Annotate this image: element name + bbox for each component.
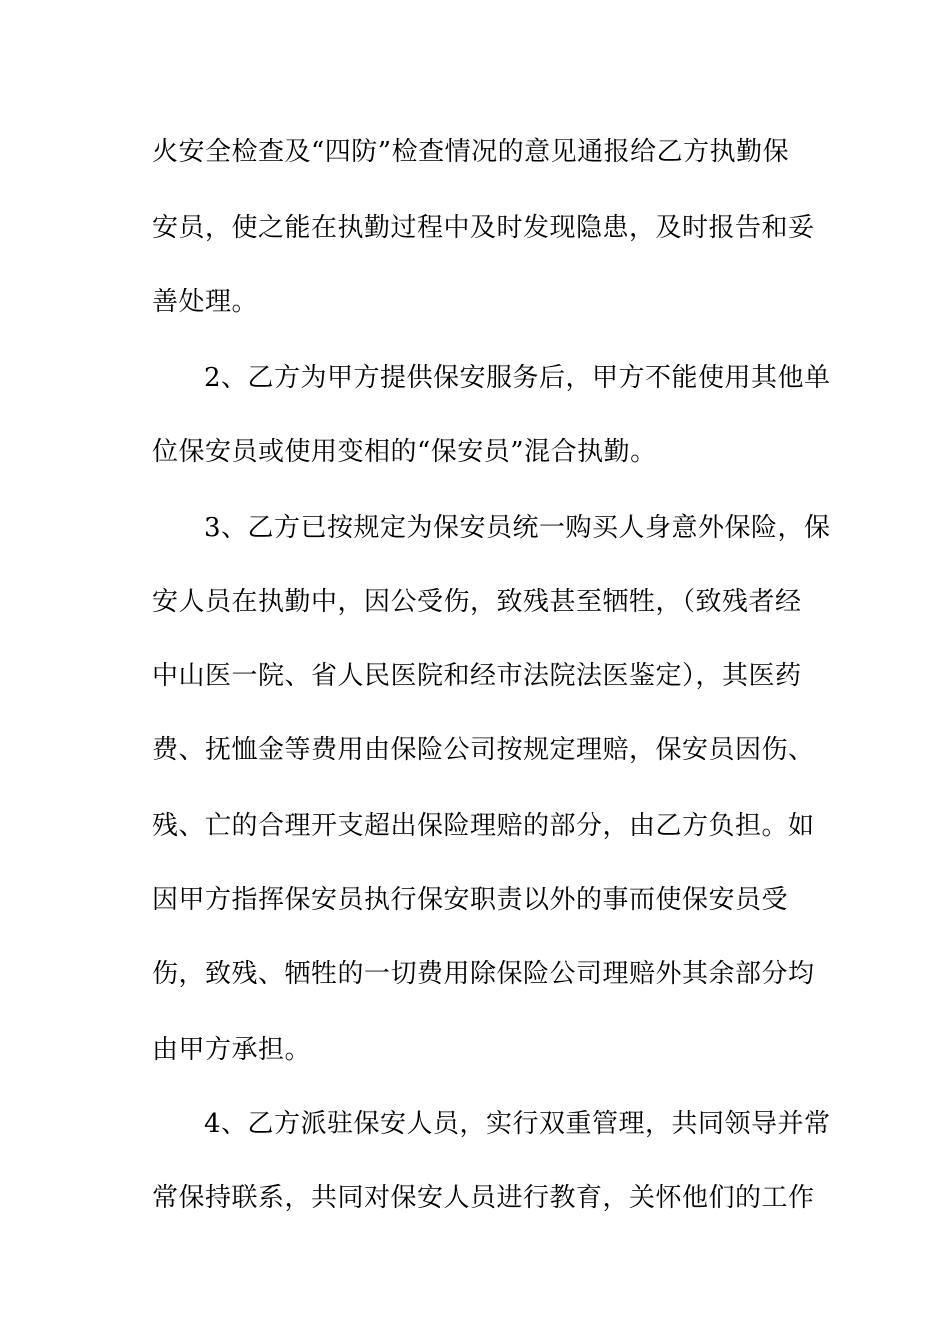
- text-line: 善处理。: [152, 287, 259, 317]
- paragraph-2-start: 2、乙方为甲方提供保安服务后，甲方不能使用其他单: [204, 363, 831, 393]
- text-line: 安员，使之能在执勤过程中及时发现隐患，及时报告和妥: [152, 213, 815, 243]
- text-line: 位保安员或使用变相的“保安员”混合执勤。: [152, 437, 657, 467]
- text-line: 中山医一院、省人民医院和经市法院法医鉴定），其医药: [152, 661, 802, 691]
- text-line: 残、亡的合理开支超出保险理赔的部分，由乙方负担。如: [152, 811, 815, 841]
- text-line: 费、抚恤金等费用由保险公司按规定理赔，保安员因伤、: [152, 735, 815, 765]
- text-line: 常保持联系，共同对保安人员进行教育，关怀他们的工作: [152, 1183, 815, 1213]
- text-line: 因甲方指挥保安员执行保安职责以外的事而使保安员受: [152, 885, 789, 915]
- text-line: 由甲方承担。: [152, 1035, 312, 1065]
- text-line: 火安全检查及“四防”检查情况的意见通报给乙方执勤保: [152, 137, 790, 167]
- text-line: 安人员在执勤中，因公受伤，致残甚至牺牲，（致残者经: [152, 587, 802, 617]
- text-line: 伤，致残、牺牲的一切费用除保险公司理赔外其余部分均: [152, 959, 815, 989]
- paragraph-4-start: 4、乙方派驻保安人员，实行双重管理，共同领导并常: [204, 1109, 831, 1139]
- paragraph-3-start: 3、乙方已按规定为保安员统一购买人身意外保险，保: [204, 513, 831, 543]
